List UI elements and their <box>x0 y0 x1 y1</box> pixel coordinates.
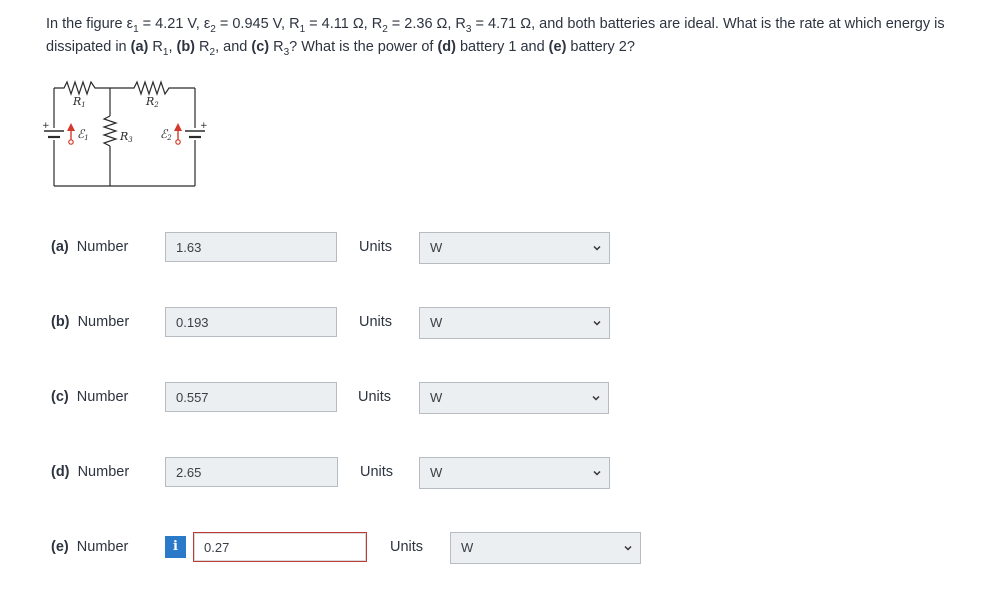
r3-resistor <box>104 116 116 146</box>
chevron-down-icon <box>592 394 600 402</box>
answer-row-e <box>0 532 998 566</box>
svg-text:R1: R1 <box>73 95 86 109</box>
svg-text:+: + <box>200 121 208 131</box>
units-select-d[interactable]: W <box>419 457 610 489</box>
chevron-down-icon <box>593 469 601 477</box>
number-input-e[interactable]: 0.27 <box>193 532 367 562</box>
info-icon[interactable]: i <box>165 536 186 558</box>
svg-text:+: + <box>42 121 50 131</box>
units-label: Units <box>390 539 424 555</box>
answer-row-c <box>0 382 998 416</box>
units-select-e[interactable]: W <box>450 532 641 564</box>
answer-part-label: (c) Number <box>51 389 129 405</box>
answer-row-a <box>0 232 998 266</box>
r2-resistor <box>110 82 195 94</box>
question-text: In the figure $\varepsilon_1 = 4.21$ V, $\varepsilon_2 = 0.945$ V, $R_1 = 4.11$ Ω, $R_2 = 2.36$ Ω, $R_3 = 4.71$ Ω, and both batteries are ideal. What is the rate at which energy is dissipated in (a) $R_1$, (b) $R_2$, and (c) $R_3$? What is the power of (d) battery 1 and (e) battery 2? <box>46 16 945 58</box>
svg-text:ℰ1: ℰ1 <box>77 127 89 142</box>
units-select-a[interactable]: W <box>419 232 610 264</box>
circuit-diagram <box>40 78 220 190</box>
units-select-c[interactable]: W <box>419 382 609 414</box>
answer-part-label: (d) Number <box>51 464 130 480</box>
answer-part-label: (a) Number <box>51 239 129 255</box>
battery-2 <box>185 131 205 137</box>
chevron-down-icon <box>593 244 601 252</box>
emf1-arrow-icon <box>67 123 75 144</box>
r1-resistor <box>54 82 110 94</box>
svg-text:ℰ2: ℰ2 <box>160 127 172 142</box>
svg-text:R3: R3 <box>120 130 133 144</box>
chevron-down-icon <box>593 319 601 327</box>
units-label: Units <box>359 314 393 330</box>
number-input-d[interactable]: 2.65 <box>165 457 338 487</box>
units-label: Units <box>358 389 392 405</box>
units-label: Units <box>359 239 393 255</box>
units-label: Units <box>360 464 394 480</box>
answer-row-d <box>0 457 998 491</box>
units-select-b[interactable]: W <box>419 307 610 339</box>
svg-text:R2: R2 <box>146 95 159 109</box>
number-input-b[interactable]: 0.193 <box>165 307 337 337</box>
number-input-c[interactable]: 0.557 <box>165 382 337 412</box>
emf2-arrow-icon <box>174 123 182 144</box>
chevron-down-icon <box>624 544 632 552</box>
number-input-a[interactable]: 1.63 <box>165 232 337 262</box>
answer-row-b <box>0 307 998 341</box>
answer-part-label: (e) Number <box>51 539 129 555</box>
battery-1 <box>44 131 64 137</box>
answer-part-label: (b) Number <box>51 314 130 330</box>
